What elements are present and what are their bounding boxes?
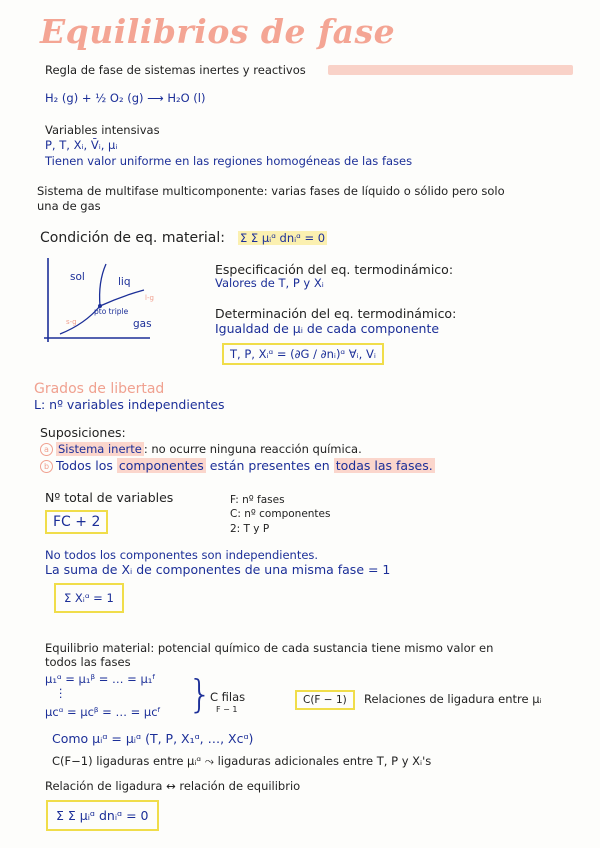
equilibrio-dots: ⋮ — [55, 686, 67, 700]
label-triple: pto triple — [94, 307, 129, 316]
variables-desc: Tienen valor uniforme en las regiones homogéneas de las fases — [45, 154, 413, 168]
todas-fases-hl: todas las fases. — [335, 458, 433, 473]
reaction-equation: H₂ (g) + ½ O₂ (g) ⟶ H₂O (l) — [45, 91, 206, 105]
regla-text: Regla de fase de sistemas inertes y reactivos — [45, 63, 306, 77]
condicion-label: Condición de eq. material: — [40, 230, 225, 246]
nodep-line2: La suma de Xᵢ de componentes de una misma fase = 1 — [45, 562, 391, 577]
equilibrio-cf1: C(F−1) ligaduras entre μᵢᵅ ⤳ ligaduras adicionales entre T, P y Xᵢ's — [52, 754, 432, 768]
equilibrio-line1: Equilibrio material: potencial químico de cada sustancia tiene mismo valor en — [45, 641, 494, 655]
equilibrio-brace: } — [188, 672, 213, 716]
suposicion-b-mid: están presentes en — [209, 458, 330, 473]
nodep-line1: No todos los componentes son independientes. — [45, 548, 319, 562]
determinacion-body: Igualdad de μᵢ de cada componente — [215, 321, 440, 336]
page-title: Equilibrios de fase — [40, 12, 396, 51]
suposicion-b-marker: b — [40, 460, 53, 473]
determinacion-formula: T, P, Xᵢᵅ = (∂G / ∂nᵢ)ᵅ ∀ᵢ, Vᵢ — [222, 343, 384, 365]
label-lg: l-g — [145, 294, 154, 302]
label-gas: gas — [133, 318, 152, 330]
equilibrio-lig: Relaciones de ligadura entre μᵢ — [364, 692, 542, 706]
suposicion-b-pre: Todos los — [56, 458, 113, 473]
componentes-hl: componentes — [118, 458, 204, 473]
equilibrio-eq1: μ₁ᵅ = μ₁ᵝ = … = μ₁ᶠ — [45, 672, 156, 686]
sistema-inerte-hl: Sistema inerte — [58, 442, 142, 456]
equilibrio-eq2: μcᵅ = μcᵝ = … = μcᶠ — [45, 705, 161, 719]
especificacion-body: Valores de T, P y Xᵢ — [215, 276, 324, 290]
nodep-formula: Σ Xᵢᵅ = 1 — [54, 583, 124, 613]
grados-heading: Grados de libertad — [34, 381, 165, 397]
equilibrio-filas: C filas — [210, 690, 246, 704]
label-sg: s-g — [66, 318, 77, 326]
suposicion-a-marker: a — [40, 443, 53, 456]
equilibrio-ligbox: C(F − 1) — [295, 690, 355, 710]
suposicion-b — [40, 458, 435, 473]
sistema-line2: una de gas — [37, 199, 101, 213]
sistema-line1: Sistema de multifase multicomponente: varias fases de líquido o sólido pero solo — [37, 184, 505, 198]
suposicion-a — [40, 442, 362, 456]
variables-list: P, T, Xᵢ, V̄ᵢ, μᵢ — [45, 138, 118, 152]
total-two: 2: T y P — [230, 523, 270, 535]
relacion-text: Relación de ligadura ↔ relación de equilibrio — [45, 779, 301, 793]
variables-heading: Variables intensivas — [45, 123, 160, 137]
total-formula: FC + 2 — [45, 510, 108, 534]
suposicion-a-rest: : no ocurre ninguna reacción química. — [143, 442, 362, 456]
highlight-bar — [328, 65, 573, 75]
especificacion-title: Especificación del eq. termodinámico: — [215, 262, 454, 277]
equilibrio-f1: F − 1 — [216, 705, 238, 714]
suposiciones-heading: Suposiciones: — [40, 425, 126, 440]
total-C: C: nº componentes — [230, 508, 331, 520]
label-liq: liq — [118, 276, 131, 288]
determinacion-title: Determinación del eq. termodinámico: — [215, 306, 457, 321]
total-F: F: nº fases — [230, 494, 285, 506]
relacion-formula: Σ Σ μᵢᵅ dnᵢᵅ = 0 — [46, 800, 159, 831]
condicion-formula: Σ Σ μᵢᵅ dnᵢᵅ = 0 — [240, 231, 326, 245]
phase-diagram — [40, 254, 165, 353]
equilibrio-como: Como μᵢᵅ = μᵢᵅ (T, P, X₁ᵅ, …, Xcᵅ) — [52, 731, 254, 746]
label-sol: sol — [70, 271, 85, 283]
equilibrio-line2: todos las fases — [45, 655, 131, 669]
grados-def: L: nº variables independientes — [34, 397, 225, 412]
total-heading: Nº total de variables — [45, 490, 174, 505]
